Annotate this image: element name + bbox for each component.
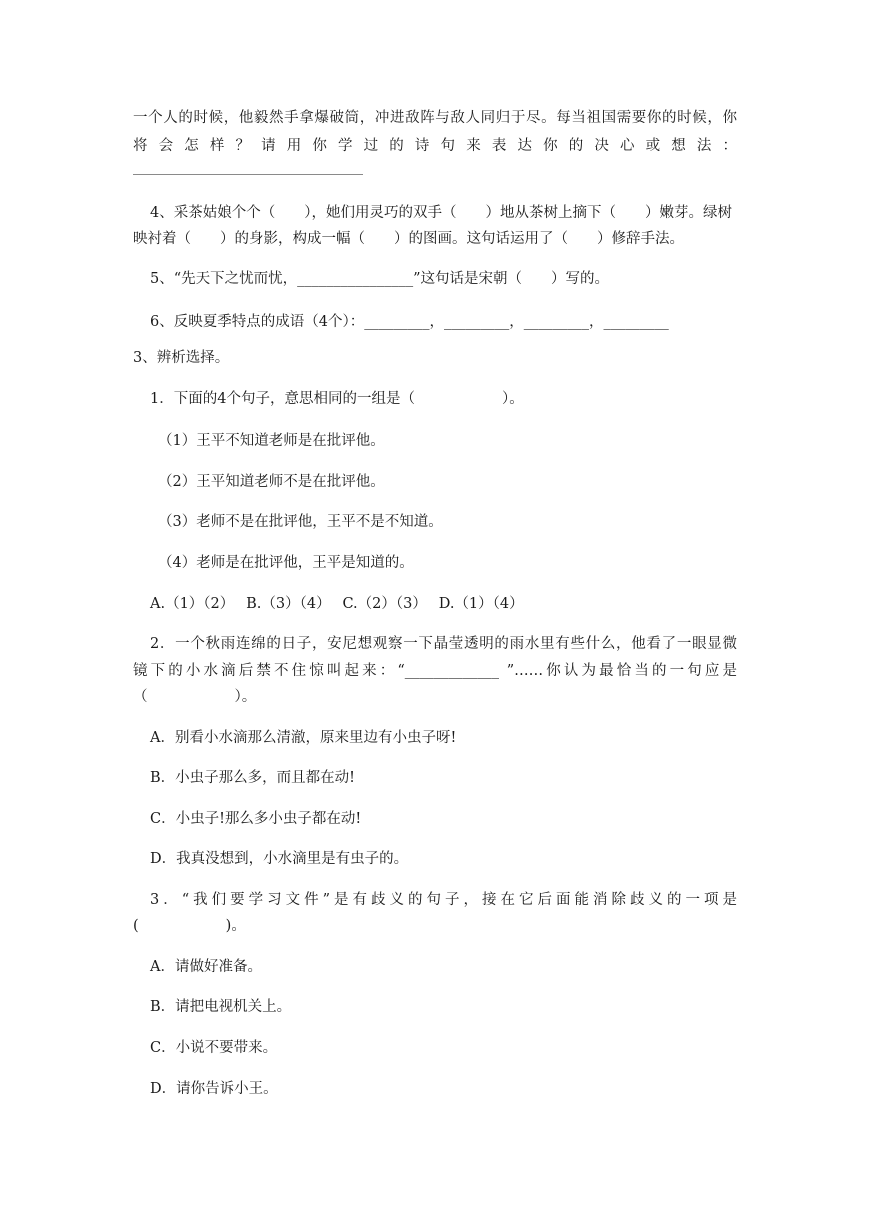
s3-question-2-option: B．小虫子那么多，而且都在动!	[150, 770, 355, 786]
s3-question-1-options: A.（1）（2） B.（3）（4） C.（2）（3） D.（1）（4）	[150, 596, 524, 612]
s3-question-1-stem: 1．下面的4个句子，意思相同的一组是（ ）。	[150, 391, 524, 407]
s3-question-3-line-2: ( )。	[133, 918, 246, 934]
s3-question-3-option: C．小说不要带来。	[150, 1040, 278, 1056]
question-4-line-2: 映衬着（ ）的身影，构成一幅（ ）的图画。这句话运用了（ ）修辞手法。	[133, 231, 684, 247]
s3-question-1-item: （4）老师是在批评他，王平是知道的。	[158, 555, 414, 571]
s3-question-3-option: D．请你告诉小王。	[150, 1081, 278, 1097]
s3-question-1-item: （3）老师不是在批评他，王平不是不知道。	[158, 514, 443, 530]
s3-question-2-line-2: 镜下的小水滴后禁不住惊叫起来：“_____________ ”……你认为最恰当的一句应是	[133, 663, 737, 679]
intro-line-2: 将 会 怎 样 ？ 请 用 你 学 过 的 诗 句 来 表 达 你 的 决 心 或 想 法 ：	[133, 138, 737, 154]
section-3-title: 3、辨析选择。	[133, 350, 230, 366]
s3-question-3-option: B．请把电视机关上。	[150, 999, 292, 1015]
answer-blank-line	[133, 174, 363, 175]
question-6: 6、反映夏季特点的成语（4个）：_________，_________，_________，_________	[150, 314, 669, 330]
s3-question-3-line-1: 3．“我们要学习文件”是有歧义的句子，接在它后面能消除歧义的一项是	[150, 892, 737, 908]
s3-question-1-item: （1）王平不知道老师是在批评他。	[158, 433, 385, 449]
s3-question-2-line-1: 2．一个秋雨连绵的日子，安尼想观察一下晶莹透明的雨水里有些什么，他看了一眼显微	[150, 636, 737, 652]
question-5: 5、“先天下之忧而忧，________________”这句话是宋朝（ ）写的。	[150, 271, 610, 287]
s3-question-1-item: （2）王平知道老师不是在批评他。	[158, 474, 385, 490]
intro-line-1: 一个人的时候，他毅然手拿爆破筒，冲进敌阵与敌人同归于尽。每当祖国需要你的时候，你	[133, 110, 737, 126]
question-4-line-1: 4、采茶姑娘个个（ ），她们用灵巧的双手（ ）地从茶树上摘下（ ）嫩芽。绿树	[150, 205, 732, 221]
s3-question-2-option: C．小虫子!那么多小虫子都在动!	[150, 811, 362, 827]
s3-question-2-line-3: （ ）。	[133, 689, 257, 705]
s3-question-2-option: A．别看小水滴那么清澈，原来里边有小虫子呀!	[150, 730, 457, 746]
s3-question-2-option: D．我真没想到，小水滴里是有虫子的。	[150, 851, 409, 867]
s3-question-3-option: A．请做好准备。	[150, 959, 262, 975]
